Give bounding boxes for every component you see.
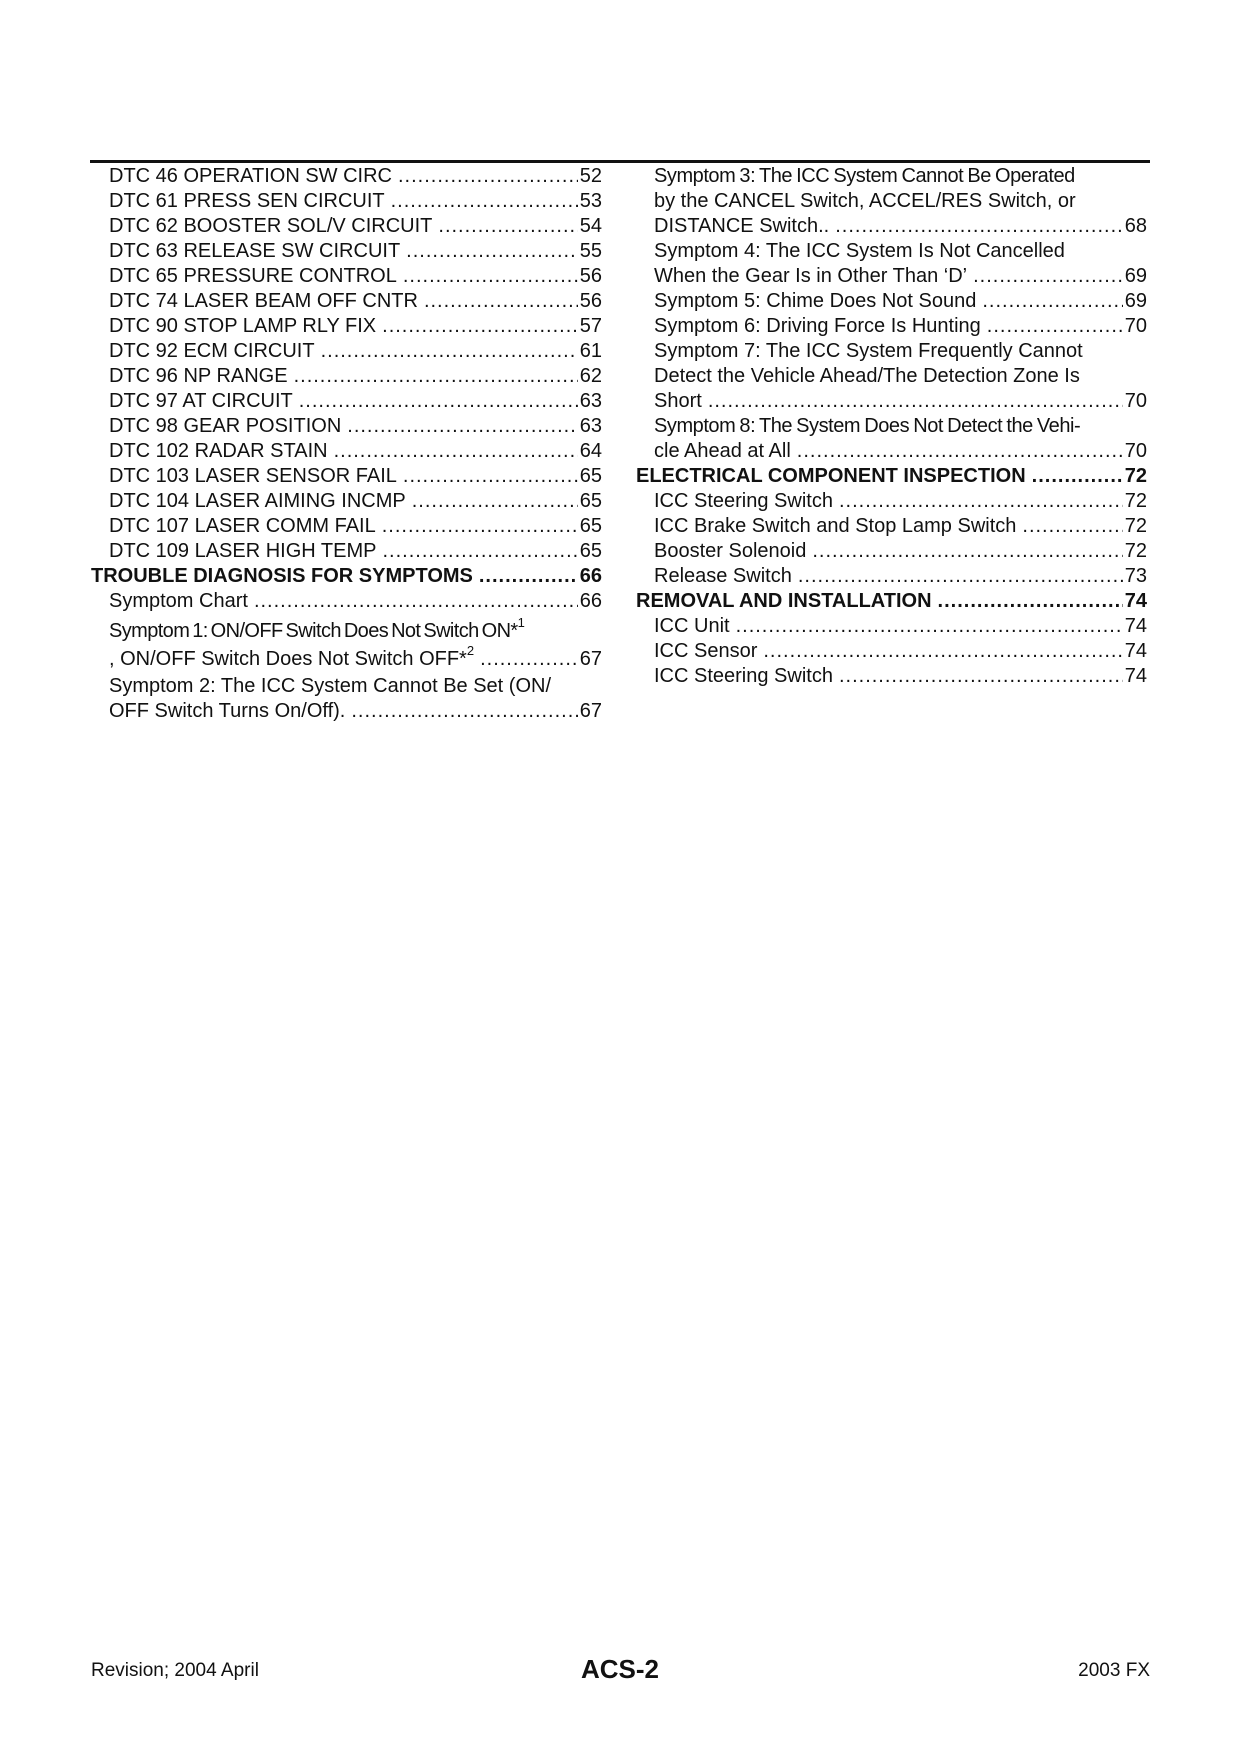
toc-entry-text: cle Ahead at All <box>654 440 791 462</box>
leader-dots <box>403 264 578 289</box>
toc-entry-title: DTC 65 PRESSURE CONTROL <box>109 265 397 287</box>
leader-dots <box>798 564 1123 589</box>
toc-page-number: 70 <box>1124 440 1147 462</box>
toc-page-number: 72 <box>1124 490 1147 512</box>
toc-entry-text: Short <box>654 390 702 412</box>
toc-page-number: 56 <box>579 265 602 287</box>
toc-entry-title: DTC 96 NP RANGE <box>109 365 288 387</box>
toc-page-number: 74 <box>1124 640 1147 662</box>
toc-entry-removal[interactable] <box>636 639 1147 664</box>
toc-heading-trouble-diagnosis[interactable] <box>91 564 602 589</box>
toc-entry-symptom-3[interactable] <box>636 164 1147 239</box>
toc-entry-title: DTC 92 ECM CIRCUIT <box>109 340 315 362</box>
toc-page-number: 61 <box>579 340 602 362</box>
leader-dots <box>321 339 578 364</box>
toc-entry-line: Detect the Vehicle Ahead/The Detection Zone Is <box>654 365 1080 387</box>
toc-entry-text: Symptom 1: ON/OFF Switch Does Not Switch ON* <box>109 620 518 642</box>
toc-entry-dtc[interactable] <box>91 339 602 364</box>
footer-revision: Revision; 2004 April <box>91 1660 259 1681</box>
toc-page-number: 63 <box>579 415 602 437</box>
toc-page-number: 54 <box>579 215 602 237</box>
leader-dots <box>398 164 578 189</box>
toc-entry-dtc[interactable] <box>91 314 602 339</box>
toc-page-number: 68 <box>1124 215 1147 237</box>
leader-dots <box>797 439 1123 464</box>
leader-dots <box>835 214 1123 239</box>
leader-dots <box>391 189 578 214</box>
toc-entry-line: Symptom 2: The ICC System Cannot Be Set (ON/ <box>109 675 552 697</box>
toc-page-number: 64 <box>579 440 602 462</box>
leader-dots <box>254 589 578 614</box>
toc-entry-dtc[interactable] <box>91 239 602 264</box>
leader-dots <box>1022 514 1122 539</box>
toc-page-number: 52 <box>579 165 602 187</box>
toc-entry-text <box>109 645 474 674</box>
toc-entry-title: DTC 61 PRESS SEN CIRCUIT <box>109 190 385 212</box>
toc-page-number: 69 <box>1124 265 1147 287</box>
leader-dots <box>403 464 578 489</box>
leader-dots <box>763 639 1122 664</box>
toc-entry-electrical[interactable] <box>636 489 1147 514</box>
toc-entry-title: ICC Sensor <box>654 640 758 662</box>
leader-dots <box>382 314 578 339</box>
toc-entry-title: Symptom 5: Chime Does Not Sound <box>654 290 977 312</box>
toc-entry-symptom-4[interactable] <box>636 239 1147 289</box>
toc-entry-title: ICC Steering Switch <box>654 490 833 512</box>
top-rule <box>90 160 1150 163</box>
toc-entry-dtc[interactable] <box>91 539 602 564</box>
toc-entry-title: DTC 98 GEAR POSITION <box>109 415 342 437</box>
toc-entry-title: ICC Unit <box>654 615 730 637</box>
leader-dots <box>347 414 577 439</box>
toc-page-number: 74 <box>1124 615 1147 637</box>
toc-entry-dtc[interactable] <box>91 489 602 514</box>
leader-dots <box>1032 464 1123 489</box>
toc-page-number: 74 <box>1124 590 1147 612</box>
toc-entry-title: DTC 109 LASER HIGH TEMP <box>109 540 377 562</box>
toc-page-number: 66 <box>579 565 602 587</box>
toc-page-number: 72 <box>1124 465 1147 487</box>
toc-entry-dtc[interactable] <box>91 164 602 189</box>
toc-entry-title: Symptom Chart <box>109 590 248 612</box>
toc-heading-electrical-component-inspection[interactable] <box>636 464 1147 489</box>
toc-entry-electrical[interactable] <box>636 514 1147 539</box>
toc-page-number: 73 <box>1124 565 1147 587</box>
toc-entry-line: Symptom 7: The ICC System Frequently Cannot <box>654 340 1083 362</box>
toc-entry-title: DTC 103 LASER SENSOR FAIL <box>109 465 397 487</box>
leader-dots <box>438 214 577 239</box>
leader-dots <box>973 264 1123 289</box>
toc-entry-dtc[interactable] <box>91 214 602 239</box>
leader-dots <box>382 539 577 564</box>
leader-dots <box>299 389 578 414</box>
toc-entry-dtc[interactable] <box>91 364 602 389</box>
toc-entry-dtc[interactable] <box>91 389 602 414</box>
toc-entry-line: Symptom 4: The ICC System Is Not Cancelled <box>654 240 1065 262</box>
leader-dots <box>351 699 577 724</box>
toc-page-number: 63 <box>579 390 602 412</box>
footnote-marker: 1 <box>517 615 525 631</box>
toc-entry-title: DTC 46 OPERATION SW CIRC <box>109 165 392 187</box>
leader-dots <box>987 314 1123 339</box>
leader-dots <box>382 514 578 539</box>
leader-dots <box>480 645 578 674</box>
toc-heading-title: REMOVAL AND INSTALLATION <box>636 590 932 612</box>
leader-dots <box>938 589 1123 614</box>
toc-page-number: 65 <box>579 515 602 537</box>
toc-entry-symptom-5[interactable] <box>636 289 1147 314</box>
toc-page-number: 70 <box>1124 315 1147 337</box>
toc-entry-title: DTC 107 LASER COMM FAIL <box>109 515 376 537</box>
toc-page-number: 56 <box>579 290 602 312</box>
toc-entry-title: DTC 90 STOP LAMP RLY FIX <box>109 315 377 337</box>
toc-entry-electrical[interactable] <box>636 539 1147 564</box>
toc-page-number: 70 <box>1124 390 1147 412</box>
toc-page-number: 55 <box>579 240 602 262</box>
toc-entry-line: Symptom 8: The System Does Not Detect the Vehi- <box>654 415 1081 437</box>
toc-page-number: 67 <box>579 700 602 722</box>
leader-dots <box>294 364 578 389</box>
toc-page-number: 74 <box>1124 665 1147 687</box>
toc-page-number: 72 <box>1124 515 1147 537</box>
toc-entry-symptom-6[interactable] <box>636 314 1147 339</box>
toc-entry-dtc[interactable] <box>91 514 602 539</box>
toc-right-column <box>636 164 1147 689</box>
toc-page-number: 65 <box>579 540 602 562</box>
toc-entry-dtc[interactable] <box>91 264 602 289</box>
toc-page-number: 66 <box>579 590 602 612</box>
toc-entry-symptom-2[interactable] <box>91 674 602 724</box>
toc-page-number: 72 <box>1124 540 1147 562</box>
leader-dots <box>812 539 1122 564</box>
leader-dots <box>708 389 1123 414</box>
toc-page-number: 65 <box>579 465 602 487</box>
toc-heading-title: TROUBLE DIAGNOSIS FOR SYMPTOMS <box>91 565 473 587</box>
leader-dots <box>839 664 1123 689</box>
toc-entry-line <box>109 617 602 645</box>
leader-dots <box>982 289 1122 314</box>
toc-entry-title: DTC 102 RADAR STAIN <box>109 440 328 462</box>
toc-entry-removal[interactable] <box>636 614 1147 639</box>
toc-entry-title: Booster Solenoid <box>654 540 807 562</box>
toc-entry-text: DISTANCE Switch.. <box>654 215 830 237</box>
toc-left-column <box>91 164 602 724</box>
toc-page-number: 57 <box>579 315 602 337</box>
toc-entry-title: DTC 63 RELEASE SW CIRCUIT <box>109 240 401 262</box>
toc-entry-symptom-7[interactable] <box>636 339 1147 414</box>
toc-heading-title: ELECTRICAL COMPONENT INSPECTION <box>636 465 1026 487</box>
leader-dots <box>412 489 578 514</box>
toc-entry-dtc[interactable] <box>91 189 602 214</box>
footer-model: 2003 FX <box>1078 1660 1150 1681</box>
toc-entry-text: OFF Switch Turns On/Off). <box>109 700 346 722</box>
toc-entry-text-part: , ON/OFF Switch Does Not Switch OFF* <box>109 648 467 670</box>
toc-entry-line: by the CANCEL Switch, ACCEL/RES Switch, or <box>654 190 1076 212</box>
toc-entry-symptom-1[interactable] <box>91 617 602 674</box>
toc-page-number: 65 <box>579 490 602 512</box>
leader-dots <box>839 489 1123 514</box>
footnote-marker: 2 <box>466 643 475 659</box>
toc-entry-title: Symptom 6: Driving Force Is Hunting <box>654 315 981 337</box>
toc-entry-dtc[interactable] <box>91 464 602 489</box>
toc-entry-dtc[interactable] <box>91 439 602 464</box>
toc-page-number: 62 <box>579 365 602 387</box>
toc-entry-electrical[interactable] <box>636 564 1147 589</box>
toc-entry-removal[interactable] <box>636 664 1147 689</box>
toc-entry-title: DTC 97 AT CIRCUIT <box>109 390 293 412</box>
toc-entry-line: Symptom 3: The ICC System Cannot Be Operated <box>654 165 1075 187</box>
leader-dots <box>736 614 1123 639</box>
leader-dots <box>334 439 578 464</box>
toc-entry-dtc[interactable] <box>91 289 602 314</box>
toc-entry-text: When the Gear Is in Other Than ‘D’ <box>654 265 968 287</box>
toc-entry-title: DTC 104 LASER AIMING INCMP <box>109 490 406 512</box>
toc-entry-title: DTC 62 BOOSTER SOL/V CIRCUIT <box>109 215 433 237</box>
leader-dots <box>406 239 578 264</box>
toc-entry-title: ICC Steering Switch <box>654 665 833 687</box>
toc-entry-title: Release Switch <box>654 565 792 587</box>
toc-entry-title: ICC Brake Switch and Stop Lamp Switch <box>654 515 1017 537</box>
leader-dots <box>479 564 578 589</box>
toc-entry-symptom-chart[interactable] <box>91 589 602 614</box>
toc-entry-title: DTC 74 LASER BEAM OFF CNTR <box>109 290 418 312</box>
toc-page-number: 67 <box>579 648 602 670</box>
leader-dots <box>424 289 578 314</box>
toc-page-number: 53 <box>579 190 602 212</box>
toc-entry-dtc[interactable] <box>91 414 602 439</box>
toc-heading-removal-and-installation[interactable] <box>636 589 1147 614</box>
toc-page-number: 69 <box>1124 290 1147 312</box>
toc-entry-symptom-8[interactable] <box>636 414 1147 464</box>
footer-page-code: ACS-2 <box>580 1654 659 1684</box>
